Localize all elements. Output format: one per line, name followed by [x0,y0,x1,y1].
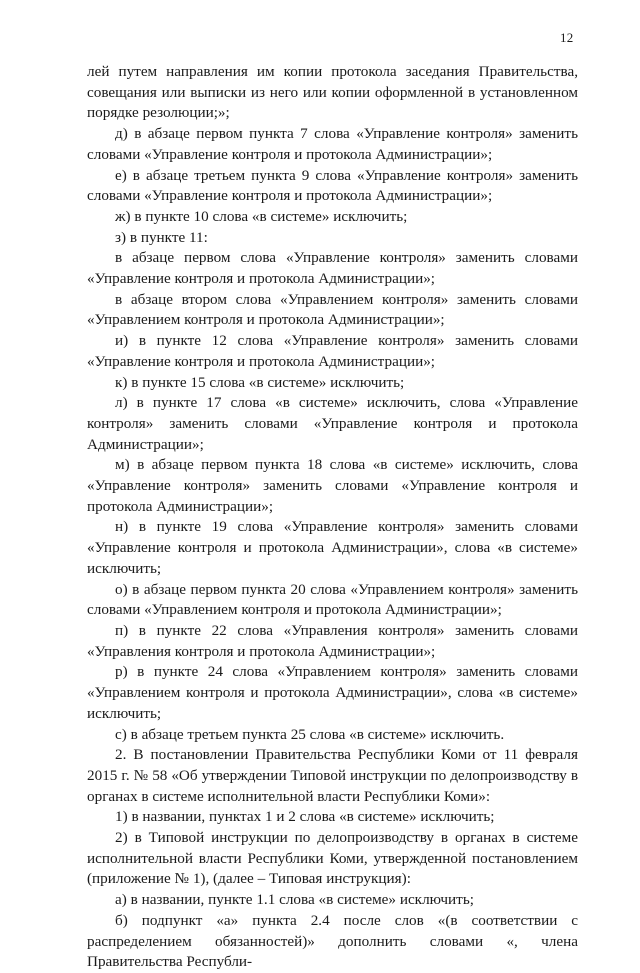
paragraph-item-m: м) в абзаце первом пункта 18 слова «в системе» исключить, слова «Управление контроля» заменить словами «Управление контроля и протокола Администрации»; [87,456,578,515]
page-number: 12 [560,30,574,45]
paragraph-item-z: з) в пункте 11: [115,228,208,246]
paragraph-item-b: б) подпункт «а» пункта 2.4 после слов «(в соответствии с распределением обязанностей)» дополнить словами «, члена Правительства Республи- [87,911,578,971]
paragraph-continuation: лей путем направления им копии протокола заседания Правительства, совещания или выписки из него или копии оформленной в установленном порядке резолюции;»; [87,63,578,122]
paragraph-item-s: с) в абзаце третьем пункта 25 слова «в системе» исключить. [115,725,505,743]
paragraph-item-i: и) в пункте 12 слова «Управление контроля» заменить словами «Управление контроля и протокола Администрации»; [87,332,578,370]
paragraph-item-l: л) в пункте 17 слова «в системе» исключить, слова «Управление контроля» заменить словами «Управление контроля и протокола Администрации»; [87,394,578,453]
paragraph-item-z-first: в абзаце первом слова «Управление контроля» заменить словами «Управление контроля и протокола Администрации»; [87,249,578,288]
paragraph-section-2: 2. В постановлении Правительства Республики Коми от 11 февраля 2015 г. № 58 «Об утверждении Типовой инструкции по делопроизводству в органах в системе исполнительной власти Республики Коми»: [87,746,578,805]
paragraph-item-r: р) в пункте 24 слова «Управлением контроля» заменить словами «Управлением контроля и протокола Администрации», слова «в системе» исключить; [87,663,578,722]
document-body [87,62,578,973]
paragraph-item-a: а) в названии, пункте 1.1 слова «в системе» исключить; [115,891,474,909]
paragraph-item-zh: ж) в пункте 10 слова «в системе» исключить; [115,207,408,225]
paragraph-item-o: о) в абзаце первом пункта 20 слова «Управлением контроля» заменить словами «Управлением контроля и протокола Администрации»; [87,580,578,619]
paragraph-item-d: д) в абзаце первом пункта 7 слова «Управление контроля» заменить словами «Управление контроля и протокола Администрации»; [87,125,578,163]
paragraph-subsection-1: 1) в названии, пунктах 1 и 2 слова «в системе» исключить; [115,808,495,826]
paragraph-item-z-second: в абзаце втором слова «Управлением контроля» заменить словами «Управлением контроля и протокола Администрации»; [87,290,578,329]
paragraph-item-n: н) в пункте 19 слова «Управление контроля» заменить словами «Управление контроля и протокола Администрации», слова «в системе» исключить; [87,518,578,577]
paragraph-item-e: е) в абзаце третьем пункта 9 слова «Управление контроля» заменить словами «Управление контроля и протокола Администрации»; [87,166,578,205]
paragraph-item-k: к) в пункте 15 слова «в системе» исключить; [115,373,405,391]
paragraph-item-p: п) в пункте 22 слова «Управления контроля» заменить словами «Управления контроля и протокола Администрации»; [87,621,578,660]
paragraph-subsection-2: 2) в Типовой инструкции по делопроизводству в органах в системе исполнительной власти Республики Коми, утвержденной постановлением (приложение № 1), (далее – Типовая инструкция): [87,829,578,888]
